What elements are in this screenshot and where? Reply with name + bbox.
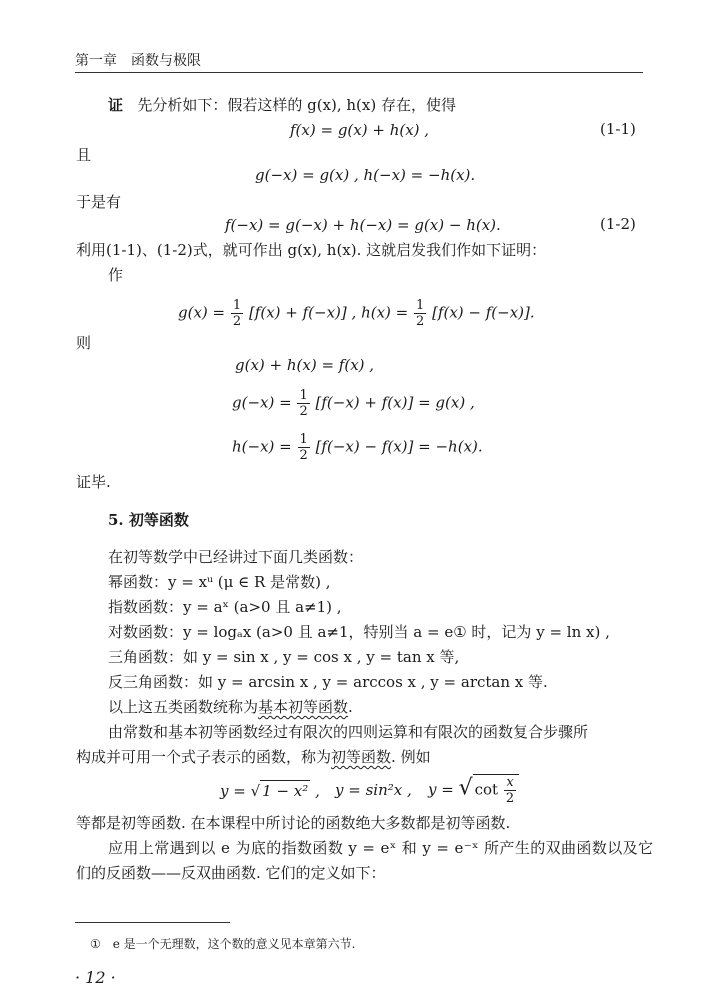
check-1: g(x) + h(x) = f(x) , bbox=[235, 356, 375, 374]
x-over-2 bbox=[504, 775, 516, 806]
definition-line-2 bbox=[76, 747, 431, 767]
def-h-right: [f(x) − f(−x)]. bbox=[432, 303, 535, 322]
def-g-left: g(x) = bbox=[178, 303, 226, 322]
equation-2-number: (1-2) bbox=[600, 215, 636, 233]
make-word: 作 bbox=[108, 266, 124, 284]
summary-post: . bbox=[348, 698, 353, 716]
section-title: 5. 初等函数 bbox=[108, 511, 189, 529]
example-3 bbox=[428, 774, 519, 806]
application-line-2: 们的反函数——反双曲函数. 它们的定义如下： bbox=[76, 864, 386, 882]
proof-intro-line bbox=[108, 95, 456, 115]
application-line-1: 应用上常遇到以 e 为底的指数函数 y = eˣ 和 y = e⁻ˣ 所产生的双曲函数以及它 bbox=[108, 839, 654, 857]
definition-line-1: 由常数和基本初等函数经过有限次的四则运算和有限次的函数复合步骤所 bbox=[108, 723, 589, 741]
check-2-right: [f(−x) + f(x)] = g(x) , bbox=[315, 393, 475, 412]
half-fraction bbox=[298, 432, 310, 463]
frac-den: 2 bbox=[299, 448, 308, 463]
footnote-rule bbox=[75, 922, 230, 923]
footnote: ① e 是一个无理数，这个数的意义见本章第六节. bbox=[90, 937, 356, 951]
check-2 bbox=[232, 388, 475, 419]
ex3-cot: cot bbox=[474, 780, 499, 799]
exponential-function: 指数函数：y = aˣ (a>0 且 a≠1) , bbox=[108, 598, 342, 616]
frac-den: 2 bbox=[416, 314, 425, 329]
ex1-radicand: 1 − x² bbox=[262, 782, 309, 800]
ex1-sep: , bbox=[315, 782, 320, 800]
check-3-right: [f(−x) − f(x)] = −h(x). bbox=[315, 437, 483, 456]
elementary-term: 初等函数 bbox=[331, 748, 392, 766]
frac-num: 1 bbox=[416, 298, 425, 313]
sqrt-sign: √ bbox=[458, 775, 473, 801]
using-line: 利用(1-1)、(1-2)式，就可作出 g(x), h(x). 这就启发我们作如下证明： bbox=[76, 241, 547, 259]
equation-2: f(−x) = g(−x) + h(−x) = g(x) − h(x). bbox=[225, 216, 501, 234]
parity-equation: g(−x) = g(x) , h(−x) = −h(x). bbox=[255, 166, 476, 184]
frac-num: 1 bbox=[299, 388, 308, 403]
basic-elementary-term: 基本初等函数 bbox=[258, 698, 349, 716]
conclusion-line: 等都是初等函数. 在本课程中所讨论的函数绝大多数都是初等函数. bbox=[76, 814, 511, 832]
def-line2-pre: 构成并可用一个式子表示的函数，称为 bbox=[76, 748, 332, 766]
proof-done: 证毕. bbox=[76, 473, 111, 491]
ex3-den: 2 bbox=[505, 791, 515, 806]
check-3 bbox=[232, 432, 483, 463]
proof-lead: 证 bbox=[108, 96, 124, 114]
page-number: · 12 · bbox=[75, 968, 116, 987]
ex1-left: y = bbox=[220, 782, 246, 800]
so-have: 于是有 bbox=[76, 193, 122, 211]
header-rule bbox=[75, 72, 643, 73]
def-g-right: [f(x) + f(−x)] , h(x) = bbox=[248, 303, 409, 322]
equation-1-number: (1-1) bbox=[600, 120, 636, 138]
frac-den: 2 bbox=[299, 404, 308, 419]
definition-equation bbox=[178, 298, 535, 329]
ex3-num: x bbox=[504, 775, 516, 791]
summary-pre: 以上这五类函数统称为 bbox=[108, 698, 259, 716]
equation-1: f(x) = g(x) + h(x) , bbox=[290, 121, 430, 139]
ex3-radicand bbox=[473, 774, 520, 806]
half-fraction bbox=[414, 298, 426, 329]
ex3-left: y = bbox=[428, 780, 454, 799]
frac-den: 2 bbox=[232, 314, 242, 329]
half-fraction bbox=[297, 388, 309, 419]
check-2-left: g(−x) = bbox=[232, 393, 292, 412]
then-word: 则 bbox=[76, 334, 92, 352]
half-fraction bbox=[231, 298, 243, 329]
def-line2-post: . 例如 bbox=[391, 748, 431, 766]
section-intro: 在初等数学中已经讲过下面几类函数： bbox=[108, 548, 364, 566]
check-3-left: h(−x) = bbox=[232, 437, 292, 456]
trig-function: 三角函数：如 y = sin x , y = cos x , y = tan x 等, bbox=[108, 648, 460, 666]
example-1 bbox=[220, 780, 320, 801]
example-2: y = sin²x , bbox=[335, 781, 412, 799]
and-word: 且 bbox=[76, 146, 92, 164]
inverse-trig-function: 反三角函数：如 y = arcsin x , y = arccos x , y = arctan x 等. bbox=[108, 673, 548, 691]
summary-line bbox=[108, 697, 353, 717]
frac-num: 1 bbox=[299, 432, 308, 447]
proof-intro: 先分析如下：假若这样的 g(x), h(x) 存在，使得 bbox=[137, 96, 456, 114]
log-function: 对数函数：y = logₐx (a>0 且 a≠1，特别当 a = e① 时，记为 y = ln x) , bbox=[108, 623, 610, 641]
frac-num: 1 bbox=[232, 298, 242, 313]
power-function: 幂函数：y = xᵘ (μ ∈ R 是常数) , bbox=[108, 573, 331, 591]
running-head: 第一章 函数与极限 bbox=[75, 53, 201, 69]
sqrt-sign: √ bbox=[250, 782, 261, 800]
